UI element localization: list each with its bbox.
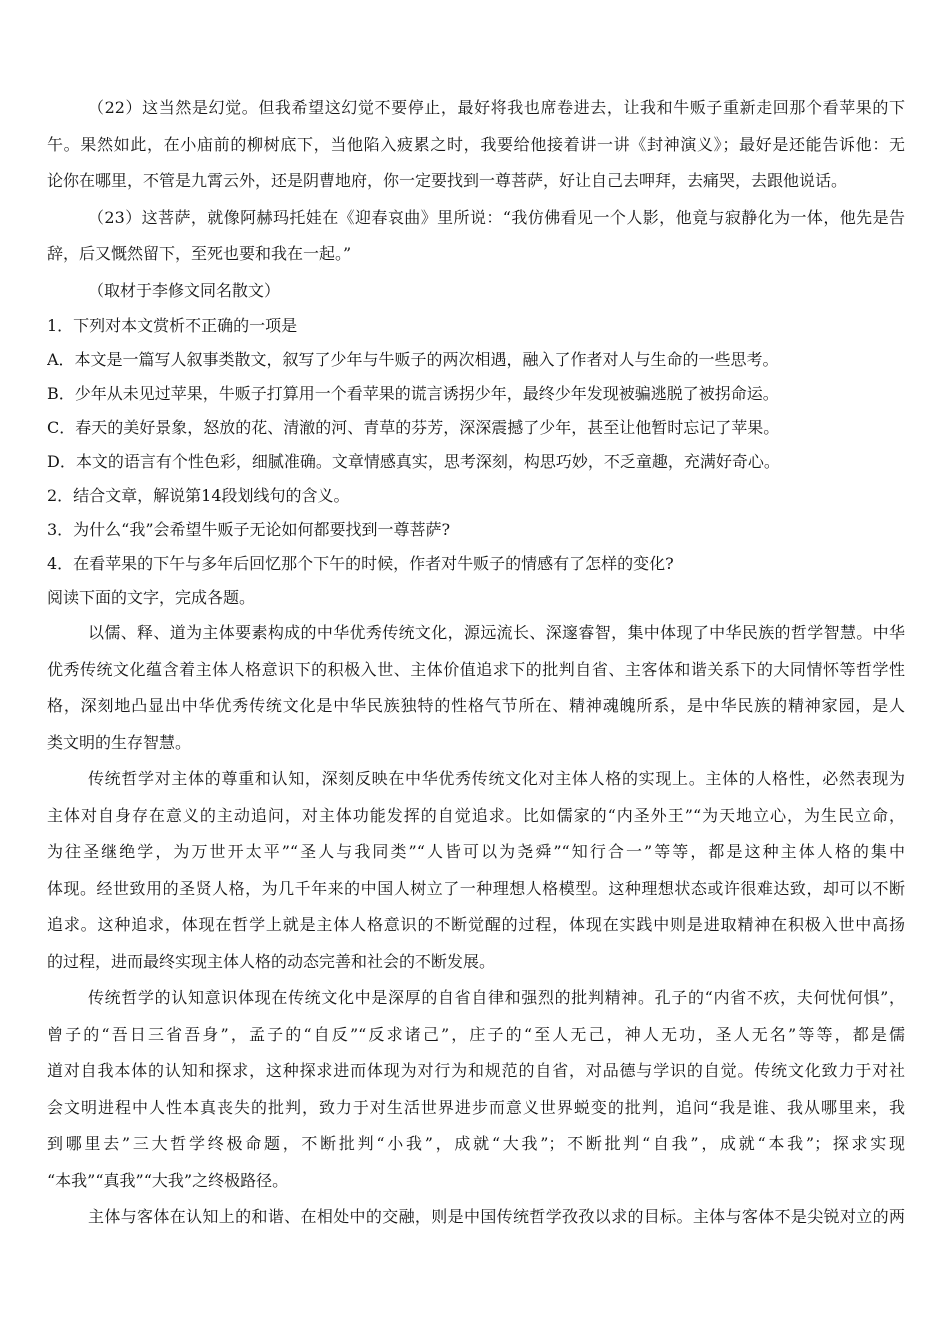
paragraph-line: 会文明进程中人性本真丧失的批判，致力于对生活世界进步而意义世界蜕变的批判，追问“我是谁、我从哪里来，我 bbox=[47, 1097, 905, 1117]
paragraph-line: “本我”“真我”“大我”之终极路径。 bbox=[47, 1170, 289, 1190]
paragraph-line: 辞，后又慨然留下，至死也要和我在一起。” bbox=[47, 244, 352, 263]
paragraph-line: 为往圣继绝学，为万世开太平”“圣人与我同类”“人皆可以为尧舜”“知行合一”等等，都是这种主体人格的集中 bbox=[47, 842, 905, 861]
paragraph-line: 曾子的“吾日三省吾身”，孟子的“自反”“反求诸己”，庄子的“至人无己，神人无功，圣人无名”等等，都是儒 bbox=[47, 1024, 905, 1044]
reading-section bbox=[47, 615, 905, 1236]
source-note: （取材于李修文同名散文） bbox=[88, 280, 281, 300]
paragraph-line: （23）这菩萨，就像阿赫玛托娃在《迎春哀曲》里所说：“我仿佛看见一个人影，他竟与寂静化为一体，他先是告 bbox=[88, 207, 905, 227]
paragraph-line: 格，深刻地凸显出中华优秀传统文化是中华民族独特的性格气节所在、精神魂魄所系，是中华民族的精神家园，是人 bbox=[47, 696, 905, 715]
question-1-option-a: A．本文是一篇写人叙事类散文，叙写了少年与牛贩子的两次相遇，融入了作者对人与生命的一些思考。 bbox=[47, 350, 779, 369]
paragraph-line: 主体与客体在认知上的和谐、在相处中的交融，则是中国传统哲学孜孜以求的目标。主体与客体不是尖锐对立的两 bbox=[88, 1207, 905, 1226]
question-2: 2．结合文章，解说第14段划线句的含义。 bbox=[47, 486, 350, 505]
document-page bbox=[47, 90, 905, 1236]
question-1-option-d: D．本文的语言有个性色彩，细腻准确。文章情感真实，思考深刻，构思巧妙，不乏童趣，充满好奇心。 bbox=[47, 452, 780, 471]
paragraph-line: （22）这当然是幻觉。但我希望这幻觉不要停止，最好将我也席卷进去，让我和牛贩子重新走回那个看苹果的下 bbox=[88, 98, 905, 117]
paragraph-line: 到哪里去”三大哲学终极命题，不断批判“小我”，成就“大我”；不断批判“自我”，成就“本我”；探求实现 bbox=[47, 1134, 905, 1153]
paragraph-line: 道对自我本体的认知和探求，这种探求进而体现为对行为和规范的自省，对品德与学识的自觉。传统文化致力于对社 bbox=[47, 1061, 905, 1080]
reading-paragraph-4 bbox=[47, 1199, 905, 1236]
paragraph-line: 传统哲学的认知意识体现在传统文化中是深厚的自省自律和强烈的批判精神。孔子的“内省不疚，夫何忧何惧”， bbox=[88, 988, 905, 1007]
paragraph-line: 追求。这种追求，体现在哲学上就是主体人格意识的不断觉醒的过程，体现在实践中则是进取精神在积极入世中高扬 bbox=[47, 915, 905, 934]
question-1-option-b: B．少年从未见过苹果，牛贩子打算用一个看苹果的谎言诱拐少年，最终少年发现被骗逃脱了被拐命运。 bbox=[47, 384, 779, 403]
reading-paragraph-2 bbox=[47, 761, 905, 980]
paragraph-line: 传统哲学对主体的尊重和认知，深刻反映在中华优秀传统文化对主体人格的实现上。主体的人格性，必然表现为 bbox=[88, 769, 905, 788]
paragraph-line: 以儒、释、道为主体要素构成的中华优秀传统文化，源远流长、深邃睿智，集中体现了中华民族的哲学智慧。中华 bbox=[88, 623, 905, 642]
question-1-option-c: C．春天的美好景象，怒放的花、清澈的河、青草的芬芳，深深震撼了少年，甚至让他暂时忘记了苹果。 bbox=[47, 418, 780, 437]
passage-paragraph-23 bbox=[47, 200, 905, 273]
question-3: 3．为什么“我”会希望牛贩子无论如何都要找到一尊菩萨? bbox=[47, 520, 451, 539]
paragraph-line: 论你在哪里，不管是九霄云外，还是阴曹地府，你一定要找到一尊菩萨，好让自己去呷拜，去痛哭，去跟他说话。 bbox=[47, 171, 848, 190]
questions-section bbox=[47, 309, 905, 615]
reading-paragraph-1 bbox=[47, 615, 905, 761]
reading-paragraph-3 bbox=[47, 980, 905, 1199]
passage-section bbox=[47, 90, 905, 309]
paragraph-line: 的过程，进而最终实现主体人格的动态完善和社会的不断发展。 bbox=[47, 951, 496, 971]
reading-instruction: 阅读下面的文字，完成各题。 bbox=[47, 588, 256, 607]
paragraph-line: 优秀传统文化蕴含着主体人格意识下的积极入世、主体价值追求下的批判自省、主客体和谐关系下的大同情怀等哲学性 bbox=[47, 659, 905, 679]
question-4: 4．在看苹果的下午与多年后回忆那个下午的时候，作者对牛贩子的情感有了怎样的变化? bbox=[47, 554, 674, 573]
passage-paragraph-22 bbox=[47, 90, 905, 200]
paragraph-line: 类文明的生存智慧。 bbox=[47, 732, 192, 752]
paragraph-line: 主体对自身存在意义的主动追问，对主体功能发挥的自觉追求。比如儒家的“内圣外王”“为天地立心，为生民立命， bbox=[47, 805, 905, 825]
paragraph-line: 体现。经世致用的圣贤人格，为几千年来的中国人树立了一种理想人格模型。这种理想状态或许很难达致，却可以不断 bbox=[47, 878, 905, 898]
question-1-stem: 1．下列对本文赏析不正确的一项是 bbox=[47, 316, 298, 335]
paragraph-line: 午。果然如此，在小庙前的柳树底下，当他陷入疲累之时，我要给他接着讲一讲《封神演义》；最好是还能告诉他：无 bbox=[47, 134, 905, 154]
